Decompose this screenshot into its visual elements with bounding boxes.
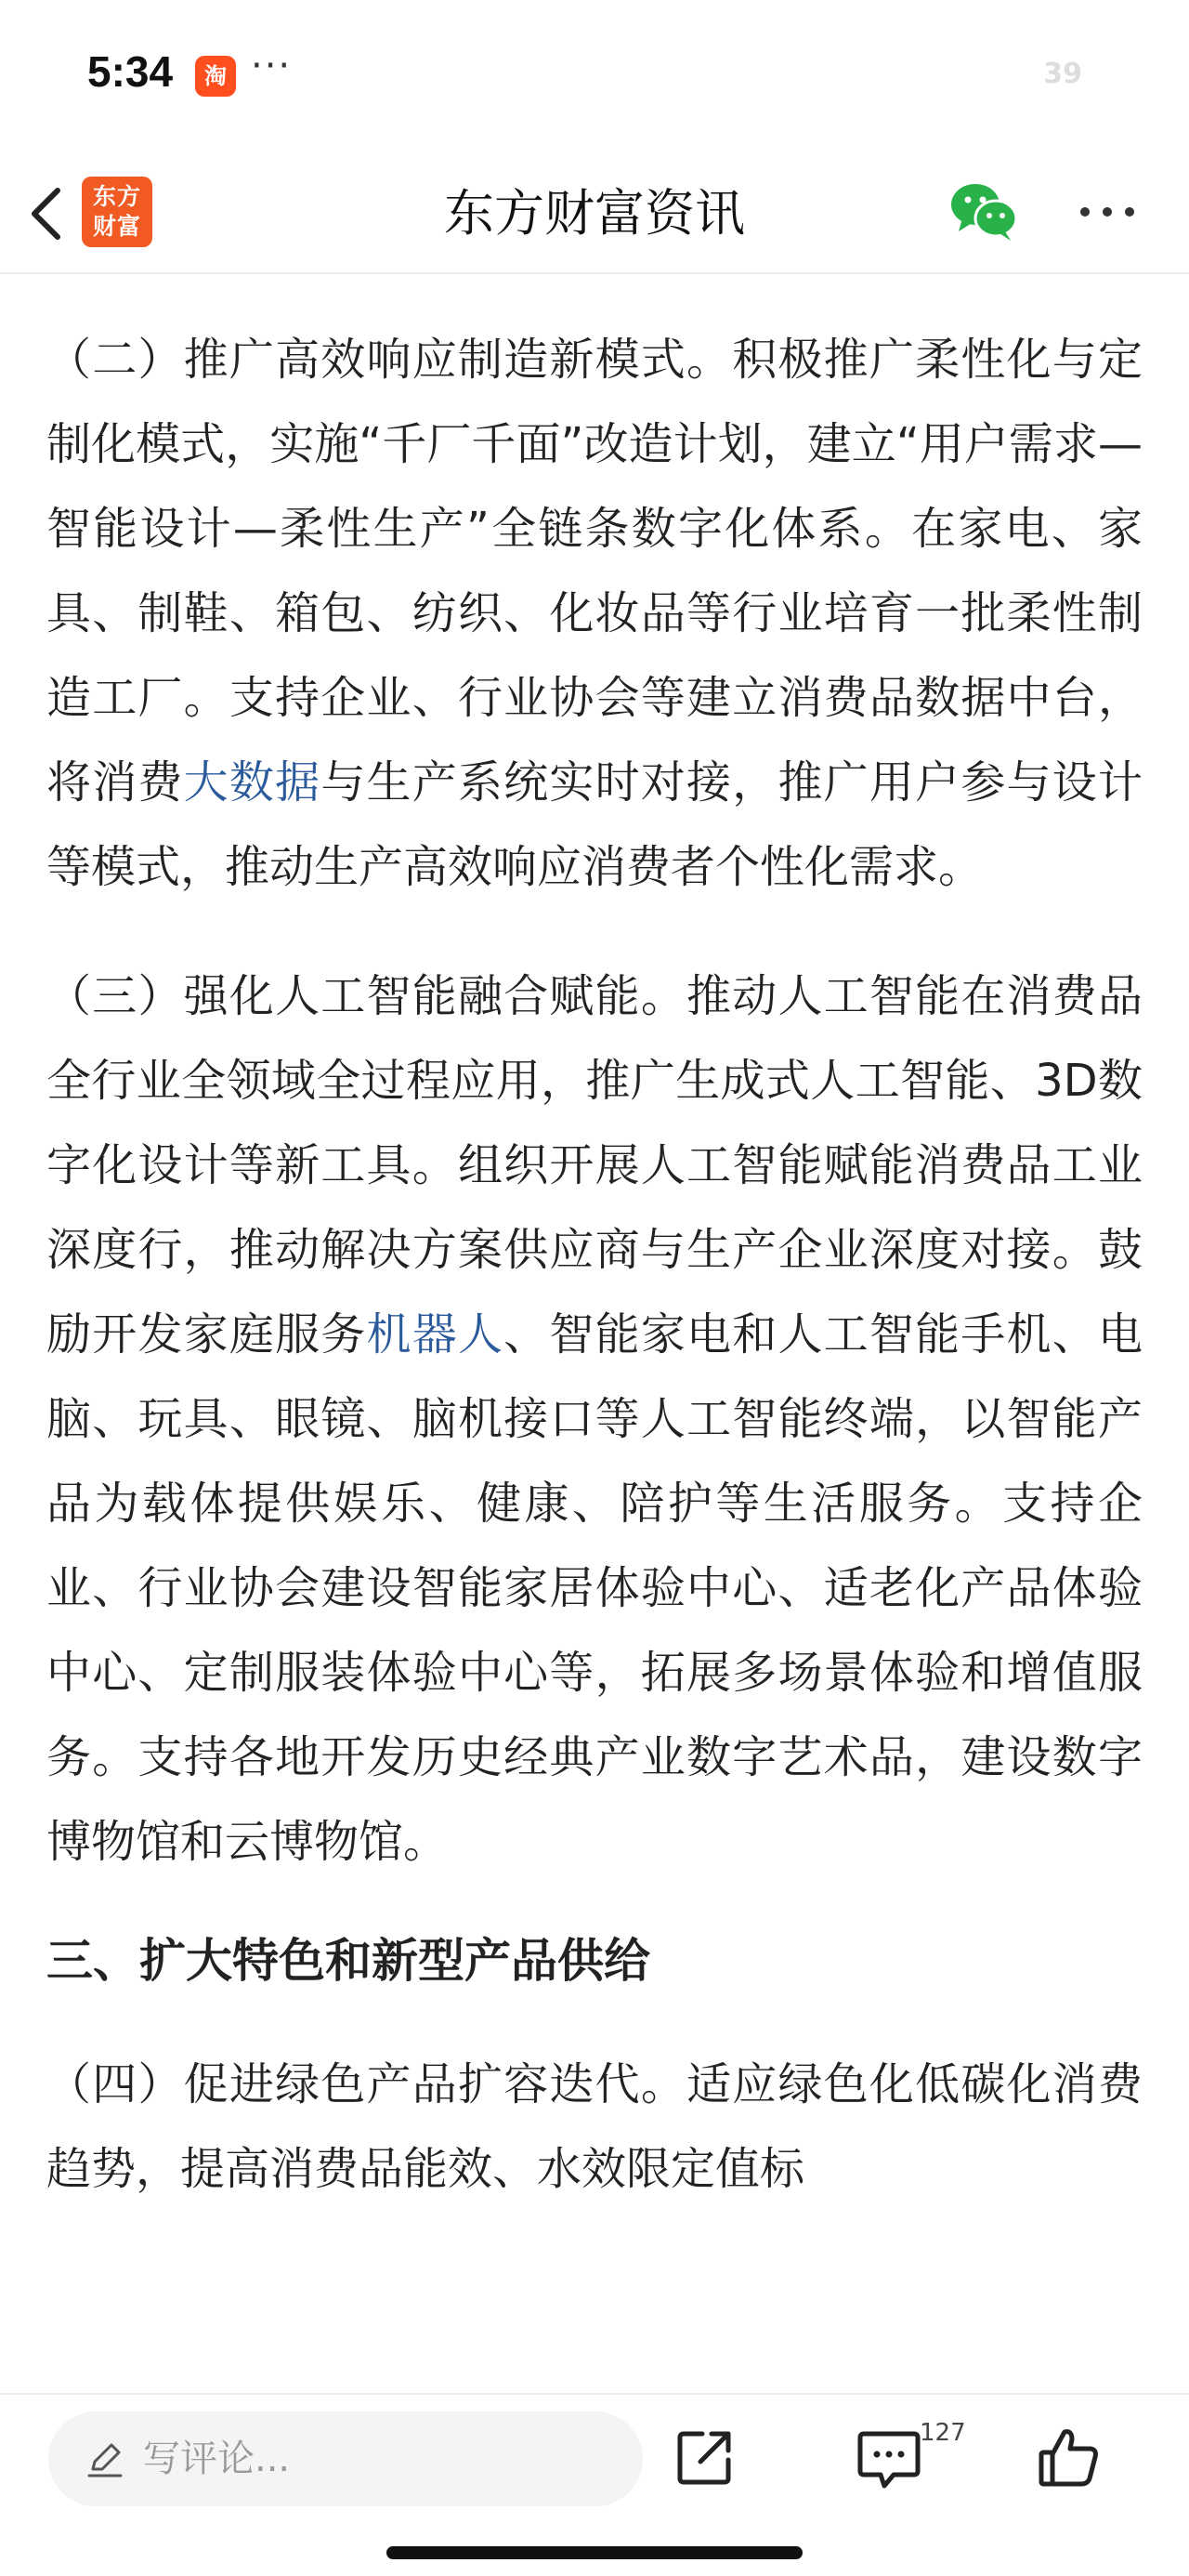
- status-bar: [0, 0, 1189, 153]
- back-arrow-icon[interactable]: [20, 179, 76, 248]
- article-paragraph-3: （四）促进绿色产品扩容迭代。适应绿色化低碳化消费趋势，提高消费品能效、水效限定值标: [46, 2058, 1143, 2195]
- nav-bar: [0, 153, 1189, 274]
- article-paragraph-2: [46, 954, 1143, 1885]
- paragraph-text: 、智能家电和人工智能手机、电脑、玩具、眼镜、脑机接口等人工智能终端，以智能产品为载体提供娱乐、健康、陪护等生活服务。支持企业、行业协会建设智能家居体验中心、适老化产品体验中心、定制服装体验中心等，拓展多场景体验和增值服务。支持各地开发历史经典产业数字艺术品，建设数字博物馆和云博物馆。: [46, 1308, 1143, 1868]
- keyword-link-big-data[interactable]: 大数据: [183, 756, 321, 808]
- comment-count: 127: [920, 2419, 966, 2447]
- eastmoney-logo: [82, 177, 152, 247]
- status-time: 5:34: [87, 47, 174, 96]
- share-icon[interactable]: [674, 2426, 736, 2488]
- section-heading: 三、扩大特色和新型产品供给: [46, 1934, 650, 1988]
- comment-input[interactable]: [48, 2412, 643, 2506]
- logo-line-1: 东方: [92, 183, 141, 210]
- paragraph-text: 与生产系统实时对接，推广用户参与设计等模式，推动生产高效响应消费者个性化需求。: [46, 756, 1143, 893]
- more-icon[interactable]: [1078, 198, 1137, 226]
- article-paragraph-1: [46, 318, 1143, 910]
- paragraph-text: （三）强化人工智能融合赋能。推动人工智能在消费品全行业全领域全过程应用，推广生成式人工智能、3D数字化设计等新工具。组织开展人工智能赋能消费品工业深度行，推动解决方案供应商与生产企业深度对接。鼓励开发家庭服务: [46, 970, 1143, 1360]
- taobao-app-icon: 淘: [195, 56, 236, 97]
- article-body: [46, 318, 1143, 2260]
- page-title: 东方财富资讯: [444, 184, 745, 243]
- logo-line-2: 财富: [92, 213, 141, 240]
- home-indicator[interactable]: [386, 2546, 803, 2559]
- pencil-icon: [84, 2438, 126, 2480]
- like-icon[interactable]: [1037, 2425, 1102, 2490]
- paragraph-text: （二）推广高效响应制造新模式。积极推广柔性化与定制化模式，实施“千厂千面”改造计划，建立“用户需求—智能设计—柔性生产”全链条数字化体系。在家电、家具、制鞋、箱包、纺织、化妆品等行业培育一批柔性制造工厂。支持企业、行业协会等建立消费品数据中台，将消费: [46, 334, 1143, 808]
- comment-icon[interactable]: [856, 2428, 921, 2490]
- status-more-dots: ···: [251, 45, 293, 87]
- wechat-icon[interactable]: [949, 179, 1018, 244]
- keyword-link-robot[interactable]: 机器人: [366, 1308, 504, 1360]
- comment-placeholder: 写评论...: [143, 2438, 291, 2480]
- status-battery-level: 39: [1043, 58, 1082, 90]
